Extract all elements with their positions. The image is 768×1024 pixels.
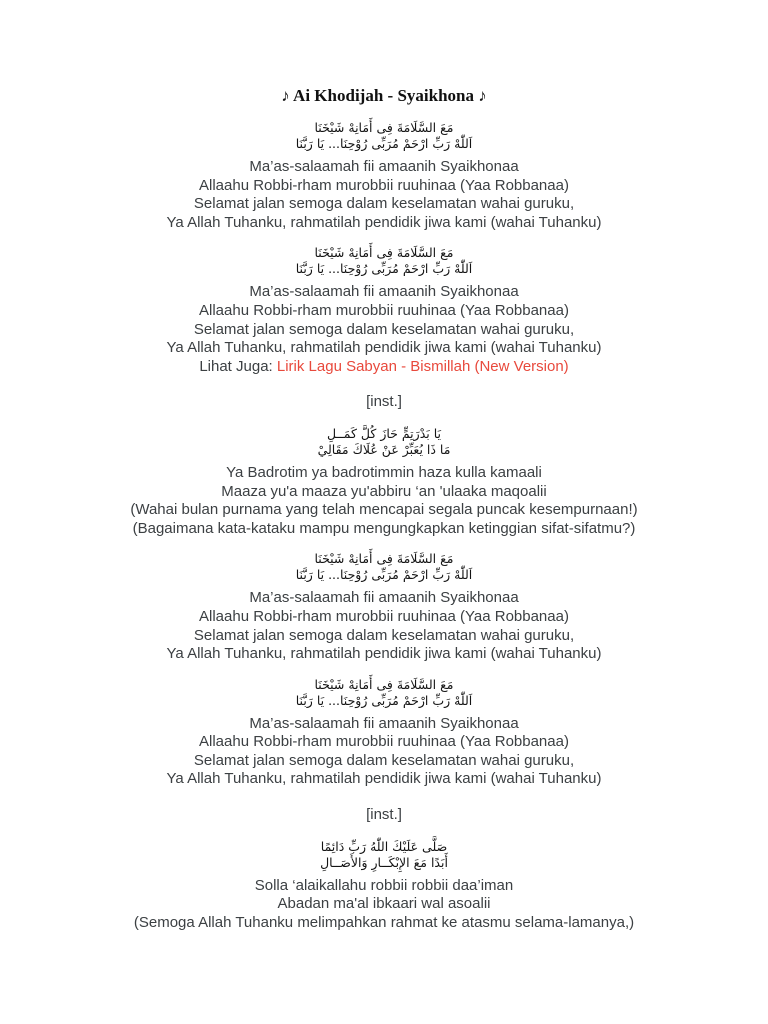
arabic-line: مَعَ السَّلَامَةَ فِى أَمَانِهْ شَيْخَنَا bbox=[314, 120, 454, 135]
stanza-5 bbox=[0, 677, 768, 789]
lyric-line: Selamat jalan semoga dalam keselamatan wahai guruku, bbox=[193, 320, 575, 338]
lyric-line: Maaza yu'a maaza yu'abbiru ‘an 'ulaaka maqoalii bbox=[221, 482, 547, 500]
stanza-3 bbox=[0, 426, 768, 538]
arabic-line: اَللّٰهْ رَبِّ ارْحَمْ مُرَبِّى رُوْحِنَا... يَا رَبَّنَا bbox=[295, 136, 473, 151]
lyrics-body bbox=[0, 120, 768, 932]
lyric-line: Ma’as-salaamah fii amaanih Syaikhonaa bbox=[249, 589, 519, 607]
arabic-line: يَا بَدْرَتِمٍّ حَازَ كُلَّ كَمَــلِ bbox=[326, 425, 441, 441]
lyric-line: Ya Badrotim ya badrotimmin haza kulla kamaali bbox=[226, 463, 542, 481]
lyric-line: Allaahu Robbi-rham murobbii ruuhinaa (Yaa Robbanaa) bbox=[199, 301, 569, 319]
lyric-line: (Wahai bulan purnama yang telah mencapai segala puncak kesempurnaan!) bbox=[130, 501, 638, 519]
stanza-0 bbox=[0, 120, 768, 232]
lyric-line: (Bagaimana kata-kataku mampu mengungkapkan ketinggian sifat-sifatmu?) bbox=[132, 519, 636, 537]
arabic-line: أَبَدًا مَعَ الإِبْكَــارِ وَالأَصَــالِ bbox=[320, 854, 448, 870]
stanza-7 bbox=[0, 839, 768, 933]
lyric-line: Selamat jalan semoga dalam keselamatan wahai guruku, bbox=[193, 626, 575, 644]
arabic-line: مَعَ السَّلَامَةَ فِى أَمَانِهْ شَيْخَنَا bbox=[314, 676, 454, 692]
lyric-line: Ma’as-salaamah fii amaanih Syaikhonaa bbox=[249, 158, 519, 175]
arabic-block bbox=[0, 839, 768, 871]
arabic-line: مَعَ السَّلَامَةَ فِى أَمَانِهْ شَيْخَنَا bbox=[314, 245, 454, 261]
see-also-link[interactable]: Lirik Lagu Sabyan - Bismillah (New Version) bbox=[276, 357, 569, 375]
arabic-line: مَا ذَا يُعَبِّرْ عَنْ عُلَاكَ مَقَالِيْ bbox=[317, 441, 451, 457]
lyric-line: Allaahu Robbi-rham murobbii ruuhinaa (Yaa Robbanaa) bbox=[199, 607, 569, 625]
arabic-line: اَللّٰهْ رَبِّ ارْحَمْ مُرَبِّى رُوْحِنَا... يَا رَبَّنَا bbox=[295, 261, 473, 277]
arabic-block bbox=[0, 551, 768, 583]
lyric-line: Selamat jalan semoga dalam keselamatan wahai guruku, bbox=[193, 751, 575, 769]
arabic-block bbox=[0, 120, 768, 152]
arabic-block bbox=[0, 677, 768, 709]
stanza-1 bbox=[0, 245, 768, 376]
lyric-line: Ya Allah Tuhanku, rahmatilah pendidik jiwa kami (wahai Tuhanku) bbox=[166, 339, 602, 357]
lyric-line: Ma’as-salaamah fii amaanih Syaikhonaa bbox=[249, 714, 519, 732]
see-also-label: Lihat Juga: bbox=[199, 357, 277, 375]
stanza-4 bbox=[0, 551, 768, 663]
lyric-line: Ma’as-salaamah fii amaanih Syaikhonaa bbox=[249, 283, 519, 301]
arabic-line: صَلَّى عَلَيْكَ اللّٰهُ رَبِّ دَائِمًا bbox=[320, 838, 448, 854]
lyric-line: Ya Allah Tuhanku, rahmatilah pendidik jiwa kami (wahai Tuhanku) bbox=[166, 645, 602, 663]
arabic-block bbox=[0, 245, 768, 277]
lyric-line: Ya Allah Tuhanku, rahmatilah pendidik jiwa kami (wahai Tuhanku) bbox=[166, 770, 602, 788]
arabic-line: اَللّٰهْ رَبِّ ارْحَمْ مُرَبِّى رُوْحِنَا... يَا رَبَّنَا bbox=[295, 692, 473, 708]
lyric-line: Solla ‘alaikallahu robbii robbii daa’iman bbox=[254, 876, 514, 894]
arabic-line: مَعَ السَّلَامَةَ فِى أَمَانِهْ شَيْخَنَا bbox=[314, 551, 454, 567]
lyric-line: Ya Allah Tuhanku, rahmatilah pendidik jiwa kami (wahai Tuhanku) bbox=[166, 213, 602, 231]
lyric-line: Abadan ma'al ibkaari wal asoalii bbox=[277, 895, 491, 913]
lyric-line: (Semoga Allah Tuhanku melimpahkan rahmat ke atasmu selama-lamanya,) bbox=[133, 913, 635, 931]
lyric-line: Allaahu Robbi-rham murobbii ruuhinaa (Yaa Robbanaa) bbox=[199, 733, 569, 751]
see-also-row bbox=[0, 358, 768, 377]
instrumental-marker: [inst.] bbox=[366, 806, 402, 824]
instrumental-marker: [inst.] bbox=[366, 393, 402, 411]
lyric-line: Allaahu Robbi-rham murobbii ruuhinaa (Yaa Robbanaa) bbox=[199, 176, 569, 194]
lyric-line: Selamat jalan semoga dalam keselamatan wahai guruku, bbox=[193, 195, 575, 213]
arabic-block bbox=[0, 426, 768, 458]
page-title: ♪ Ai Khodijah - Syaikhona ♪ bbox=[281, 86, 487, 105]
arabic-line: اَللّٰهْ رَبِّ ارْحَمْ مُرَبِّى رُوْحِنَا... يَا رَبَّنَا bbox=[295, 567, 473, 583]
